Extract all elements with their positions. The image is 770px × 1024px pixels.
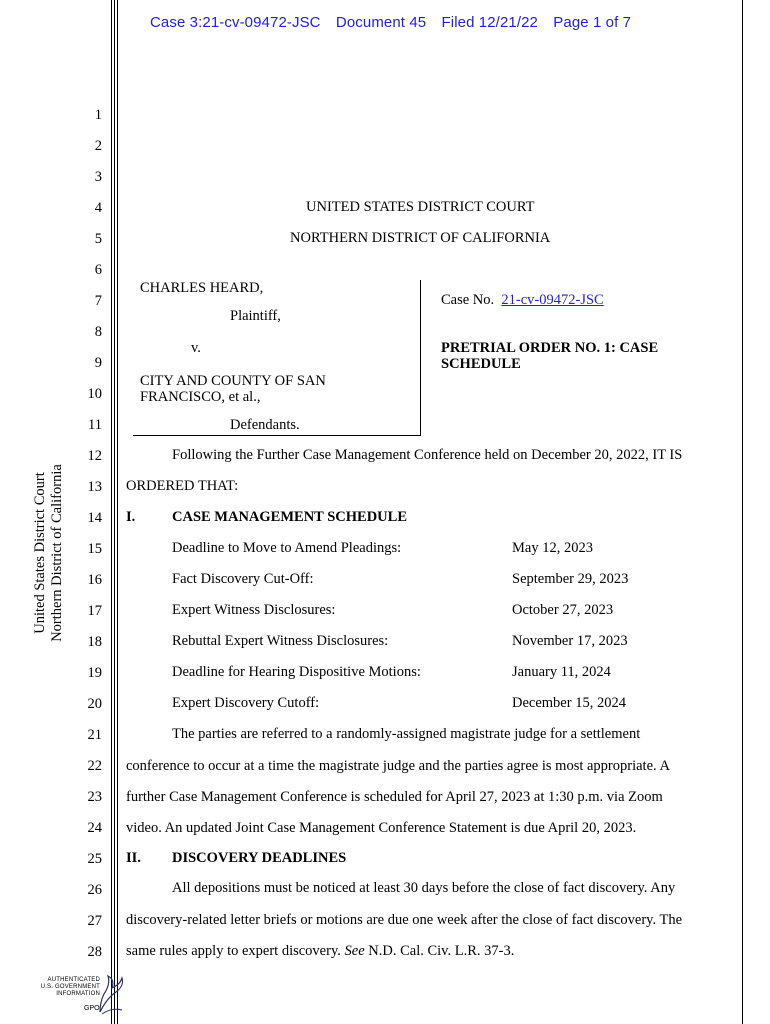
eagle-icon — [94, 974, 130, 1018]
court-district: NORTHERN DISTRICT OF CALIFORNIA — [290, 230, 551, 246]
section1-title: CASE MANAGEMENT SCHEDULE — [172, 509, 407, 525]
defendant-name-line2: FRANCISCO, et al., — [140, 389, 261, 405]
seal-line3: INFORMATION — [56, 991, 100, 997]
line-number: 25 — [87, 851, 102, 867]
line-number: 23 — [87, 789, 102, 805]
para1-line1: The parties are referred to a randomly-assigned magistrate judge for a settlement — [172, 726, 641, 742]
schedule-label: Fact Discovery Cut-Off: — [172, 571, 314, 587]
left-margin-rule-2 — [114, 0, 115, 1024]
schedule-label: Deadline to Move to Amend Pleadings: — [172, 540, 402, 556]
header-document-number: Document 45 — [335, 14, 427, 31]
section1-number: I. — [126, 509, 136, 525]
section2-number: II. — [126, 850, 141, 866]
para2-line3 — [126, 943, 514, 959]
schedule-date: May 12, 2023 — [512, 540, 593, 556]
see-signal: See — [344, 943, 365, 959]
header-page-number: Page 1 of 7 — [553, 14, 632, 31]
line-number: 6 — [94, 262, 102, 278]
intro-line2: ORDERED THAT: — [126, 478, 239, 494]
schedule-date: December 15, 2024 — [512, 695, 626, 711]
court-sidebar — [27, 458, 71, 648]
order-title-line1: PRETRIAL ORDER NO. 1: CASE — [441, 340, 659, 356]
para1-line2: conference to occur at a time the magistrate judge and the parties agree is most appropriate. A — [126, 758, 670, 774]
schedule-date: November 17, 2023 — [512, 633, 628, 649]
para2-line1: All depositions must be noticed at least 30 days before the close of fact discovery. Any — [172, 880, 676, 896]
para2-line3-pre: same rules apply to expert discovery. — [126, 943, 345, 959]
line-number: 10 — [87, 386, 102, 402]
para1-line3: further Case Management Conference is scheduled for April 27, 2023 at 1:30 p.m. via Zoom — [126, 789, 663, 805]
line-number: 1 — [94, 107, 102, 123]
line-number: 22 — [87, 758, 102, 774]
para2-line3-post: N.D. Cal. Civ. L.R. 37-3. — [364, 943, 515, 959]
line-number: 2 — [94, 138, 102, 154]
caption-bottom-rule — [133, 435, 420, 436]
seal-line1: AUTHENTICATED — [47, 977, 100, 983]
line-number: 24 — [87, 820, 102, 836]
seal-gpo: GPO — [84, 1005, 100, 1012]
versus: v. — [191, 340, 201, 356]
line-number: 28 — [87, 944, 102, 960]
line-number: 16 — [87, 572, 102, 588]
case-number-link[interactable]: 21-cv-09472-JSC — [501, 292, 604, 308]
right-margin-rule — [742, 0, 743, 1024]
seal-line2: U.S. GOVERNMENT — [40, 984, 100, 990]
schedule-label: Rebuttal Expert Witness Disclosures: — [172, 633, 389, 649]
schedule-label: Expert Discovery Cutoff: — [172, 695, 320, 711]
line-number: 12 — [87, 448, 102, 464]
line-number: 15 — [87, 541, 102, 557]
filing-header — [150, 14, 642, 31]
plaintiff-name: CHARLES HEARD, — [140, 280, 264, 296]
defendant-name-line1: CITY AND COUNTY OF SAN — [140, 373, 326, 389]
line-number: 17 — [87, 603, 102, 619]
left-margin-rule-3 — [117, 0, 118, 1024]
line-number: 18 — [87, 634, 102, 650]
line-number: 27 — [87, 913, 102, 929]
schedule-date: January 11, 2024 — [512, 664, 611, 680]
line-number: 21 — [87, 727, 102, 743]
para1-line4: video. An updated Joint Case Management Conference Statement is due April 20, 2023. — [126, 820, 637, 836]
schedule-label: Expert Witness Disclosures: — [172, 602, 336, 618]
left-margin-rule — [111, 0, 112, 1024]
schedule-date: September 29, 2023 — [512, 571, 629, 587]
case-number-label: Case No. — [441, 292, 495, 308]
line-number: 9 — [94, 355, 102, 371]
intro-line1: Following the Further Case Management Conference held on December 20, 2022, IT IS — [172, 447, 683, 463]
caption-divider — [420, 280, 421, 436]
line-number: 4 — [94, 200, 102, 216]
sidebar-district-name: Northern District of California — [49, 464, 65, 642]
para2-line2: discovery-related letter briefs or motions are due one week after the close of fact discovery. The — [126, 912, 682, 928]
defendant-role: Defendants. — [230, 417, 300, 433]
sidebar-court-name: United States District Court — [32, 472, 48, 634]
line-number: 8 — [94, 324, 102, 340]
case-number-line — [441, 292, 604, 308]
line-number: 3 — [94, 169, 102, 185]
schedule-date: October 27, 2023 — [512, 602, 614, 618]
header-case-number: Case 3:21-cv-09472-JSC — [150, 14, 321, 31]
court-name: UNITED STATES DISTRICT COURT — [306, 199, 535, 215]
line-number: 20 — [87, 696, 102, 712]
plaintiff-role: Plaintiff, — [230, 308, 281, 324]
header-filed-date: Filed 12/21/22 — [441, 14, 538, 31]
schedule-label: Deadline for Hearing Dispositive Motions: — [172, 664, 421, 680]
line-number: 14 — [87, 510, 102, 526]
line-number: 13 — [87, 479, 102, 495]
line-number: 19 — [87, 665, 102, 681]
line-number: 5 — [94, 231, 102, 247]
section2-title: DISCOVERY DEADLINES — [172, 850, 347, 866]
line-number: 7 — [94, 293, 102, 309]
line-number: 11 — [88, 417, 102, 433]
line-number: 26 — [87, 882, 102, 898]
order-title-line2: SCHEDULE — [441, 356, 521, 372]
gpo-authentication-seal — [40, 974, 132, 1018]
